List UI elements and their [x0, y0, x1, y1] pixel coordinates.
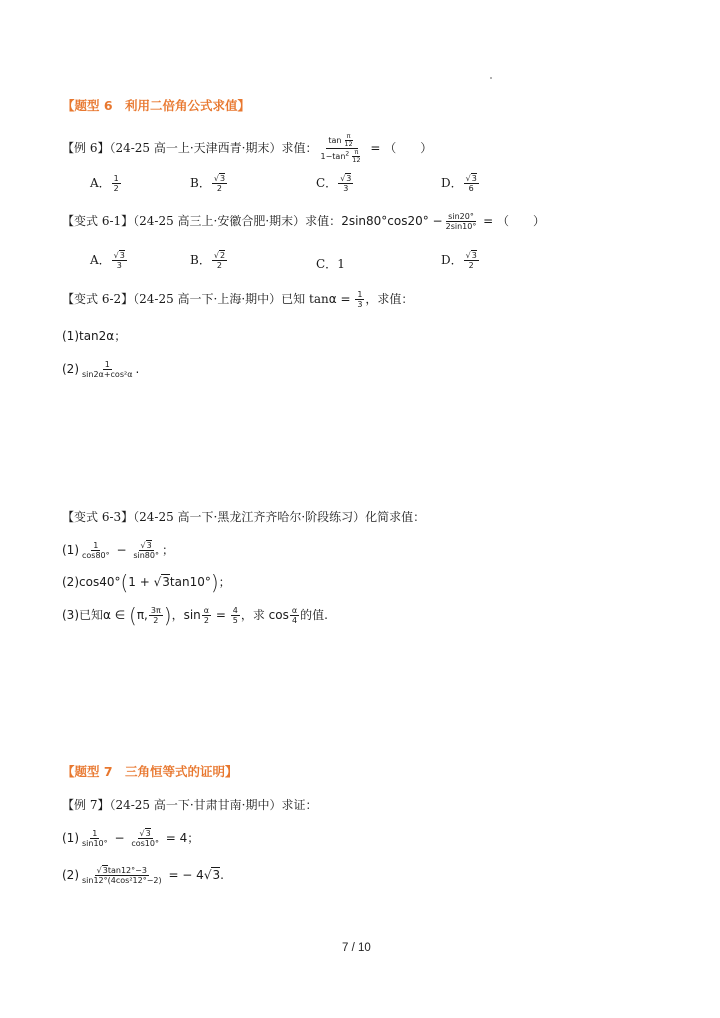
option-num: 3	[471, 251, 477, 260]
ex6-num-tan: tan	[328, 136, 342, 145]
ex7-p2-pre: (2)	[62, 868, 79, 882]
v61-option-d[interactable]: D． $\frac{√3}{2}$	[441, 251, 477, 270]
v63-p3-c-den: 4	[291, 616, 298, 625]
v63-p1-f2-num: 3	[146, 541, 152, 550]
variant-6-3-question: 【变式 6-3】（24-25 高一下·黑龙江齐齐哈尔·阶段练习）化简求值：	[62, 510, 426, 524]
v63-p1-f1-num: 1	[93, 541, 99, 550]
option-num: 3	[219, 174, 226, 183]
option-label: B．	[190, 253, 211, 267]
v63-p2-root: 3	[162, 575, 170, 589]
v61-option-c[interactable]	[316, 255, 345, 272]
ex6-option-b[interactable]: B． $\frac{√3}{2}$	[190, 174, 226, 193]
variant-6-1-prefix: 【变式 6-1】（24-25 高三上·安徽合肥·期末）求值：	[62, 214, 342, 228]
ex6-num-12: 12	[344, 140, 353, 148]
option-den: 6	[468, 184, 474, 193]
option-den: 3	[116, 261, 122, 270]
option-den: 2	[216, 184, 222, 193]
v62-alpha: α	[328, 292, 337, 306]
v63-p3-frac-quarter	[290, 606, 299, 625]
option-label: C．	[316, 257, 338, 271]
ex7-p1-tail: = 4；	[161, 831, 200, 845]
v63-p3-tail: 的值.	[300, 608, 328, 622]
v61-option-b[interactable]: B． $\frac{√2}{2}$	[190, 251, 226, 270]
v63-p1-frac1	[80, 541, 112, 560]
ex7-p2-eq: = − 4	[164, 868, 204, 882]
page-number: 7 / 10	[342, 942, 371, 954]
v63-p2-inner-b: tan10°	[169, 575, 211, 589]
ex7-p2-tail: .	[220, 868, 224, 882]
ex7-p1-pre: (1)	[62, 831, 79, 845]
ex7-p2-den: sin12°(4cos²12°−2)	[82, 876, 162, 885]
example-6-prefix: 【例 6】（24-25 高一上·天津西青·期末）求值：	[62, 141, 318, 155]
v63-p3-pre: (3)已知α ∈	[62, 608, 129, 622]
corner-dot	[490, 77, 492, 79]
v63-part-1	[62, 541, 174, 560]
ex6-den-12: 12	[352, 156, 361, 164]
v61-fraction	[444, 212, 479, 231]
v63-p2-inner-a: 1 +	[128, 575, 154, 589]
v63-p3-lparen: (	[129, 603, 137, 628]
ex7-p1-frac1	[80, 829, 110, 848]
section-7-heading: 【题型 7 三角恒等式的证明】	[62, 764, 238, 779]
v63-p2-lparen: (	[120, 570, 129, 595]
ex6-num-pi: π	[346, 132, 351, 140]
example-7-question: 【例 7】（24-25 高一下·甘肃甘南·期中）求证：	[62, 798, 318, 812]
ex7-part-1	[62, 829, 199, 848]
v63-p3-eq: =	[212, 608, 230, 622]
ex7-p1-f1-num: 1	[92, 829, 98, 838]
v63-part-2: (2)cos40°(1 + √3tan10°)；	[62, 570, 231, 595]
v61-expr: 2sin80°cos20° −	[341, 214, 443, 228]
option-num: 1	[113, 174, 119, 183]
ex7-p2-root: 3	[212, 868, 221, 882]
example-6-question	[62, 133, 432, 164]
v62-fraction	[355, 290, 364, 309]
v62-p2-tail: .	[135, 362, 140, 376]
v63-p3-f-num: 3π	[150, 606, 161, 615]
v63-p3-frac-interval	[149, 606, 163, 625]
v63-p3-a-den: 2	[203, 616, 209, 625]
v62-part-1: (1)tan2α；	[62, 329, 127, 343]
ex7-p2-num-rest: tan12°−3	[107, 866, 147, 875]
v61-fden: 2sin10°	[445, 222, 477, 231]
v63-p2-tail: ；	[218, 575, 231, 589]
v63-p3-v-den: 5	[232, 616, 238, 625]
option-label: B．	[190, 176, 211, 190]
v63-p1-tail: ；	[161, 543, 174, 557]
variant-6-2-prefix: 【变式 6-2】（24-25 高一下·上海·期中）已知 tan	[62, 292, 329, 306]
ex7-part-2: (2) $\frac{√3\tan 12^\circ-3}{\text{sin12°(4cos²12°−2)}}$ = − 4√3.	[62, 866, 224, 885]
v63-p1-f1-den: cos80°	[82, 551, 110, 560]
v63-p3-frac-half	[202, 606, 211, 625]
v63-p1-f2-den: sin80°	[133, 551, 159, 560]
ex6-den-pi: π	[354, 148, 359, 156]
variant-6-2-question	[62, 290, 413, 309]
v62-part-2	[62, 360, 139, 379]
option-den: 2	[113, 184, 119, 193]
v62-p2-fraction	[80, 360, 134, 379]
ex7-p2-num-root: 3	[102, 866, 108, 875]
v62-p2-pre: (2)	[62, 362, 79, 376]
option-label: A．	[90, 253, 111, 267]
example-6-tail: = （ ）	[366, 141, 433, 155]
v63-p1-frac2: $\frac{√3}{\sin 80^\circ}$	[133, 541, 159, 560]
ex6-option-d[interactable]: D． $\frac{√3}{6}$	[441, 174, 477, 193]
v63-p3-rparen: )	[163, 603, 172, 628]
v63-part-3	[62, 603, 328, 628]
ex6-den-pre: 1−tan	[320, 152, 346, 161]
ex7-p1-f1-den: sin10°	[82, 839, 108, 848]
option-den: 3	[343, 184, 349, 193]
section-6-heading: 【题型 6 利用二倍角公式求值】	[62, 98, 251, 113]
v62-fnum: 1	[357, 290, 363, 299]
ex7-p1-minus: −	[110, 831, 129, 845]
v63-p3-ask: ，求 cos	[240, 608, 289, 622]
v61-option-a[interactable]: A． $\frac{√3}{3}$	[90, 251, 125, 270]
v63-p3-v-num: 4	[232, 606, 238, 615]
ex7-p1-f2-num: 3	[145, 829, 151, 838]
ex7-p1-frac2: $\frac{√3}{\cos 10^\circ}$	[131, 829, 159, 848]
example-6-fraction	[319, 133, 366, 164]
option-num: 3	[471, 174, 477, 183]
v63-p3-mid: ，sin	[171, 608, 201, 622]
v61-fnum: sin20°	[448, 212, 474, 221]
ex6-option-a[interactable]	[90, 174, 122, 193]
ex7-p1-f2-den: cos10°	[131, 839, 159, 848]
v63-p3-c-num: α	[291, 606, 298, 615]
v63-p3-pi: π,	[136, 608, 148, 622]
option-label: D．	[441, 176, 463, 190]
ex7-p2-fraction: $\frac{√3\tan 12^\circ-3}{\text{sin12°(4cos²12°−2)}}$	[82, 866, 162, 885]
option-den: 2	[468, 261, 474, 270]
v62-p2-den: sin2α+cos²α	[82, 370, 133, 379]
v63-p3-f-den: 2	[153, 616, 159, 625]
option-num: 3	[119, 251, 125, 260]
v61-tail: = （ ）	[479, 214, 546, 228]
v63-p3-a-num: α	[203, 606, 210, 615]
option-label: C．	[316, 176, 338, 190]
variant-6-1-question	[62, 212, 545, 231]
ex6-option-c[interactable]: C． $\frac{√3}{3}$	[316, 174, 352, 193]
ex6-den-sup: 2	[345, 150, 350, 158]
v62-p2-num: 1	[104, 360, 110, 369]
v62-tail: ，求值：	[365, 292, 414, 306]
v63-p1-minus: −	[112, 543, 131, 557]
option-num: 2	[219, 251, 226, 260]
v62-fden: 3	[357, 300, 363, 309]
v63-p2-rparen: )	[210, 570, 219, 595]
option-den: 2	[216, 261, 222, 270]
v62-eq: =	[336, 292, 355, 306]
option-text: 1	[337, 257, 345, 271]
v63-p2-pre: (2)cos40°	[62, 575, 121, 589]
option-label: A．	[90, 176, 111, 190]
option-num: 3	[346, 174, 352, 183]
option-label: D．	[441, 253, 463, 267]
v63-p3-frac-value	[231, 606, 240, 625]
v63-p1-pre: (1)	[62, 543, 79, 557]
